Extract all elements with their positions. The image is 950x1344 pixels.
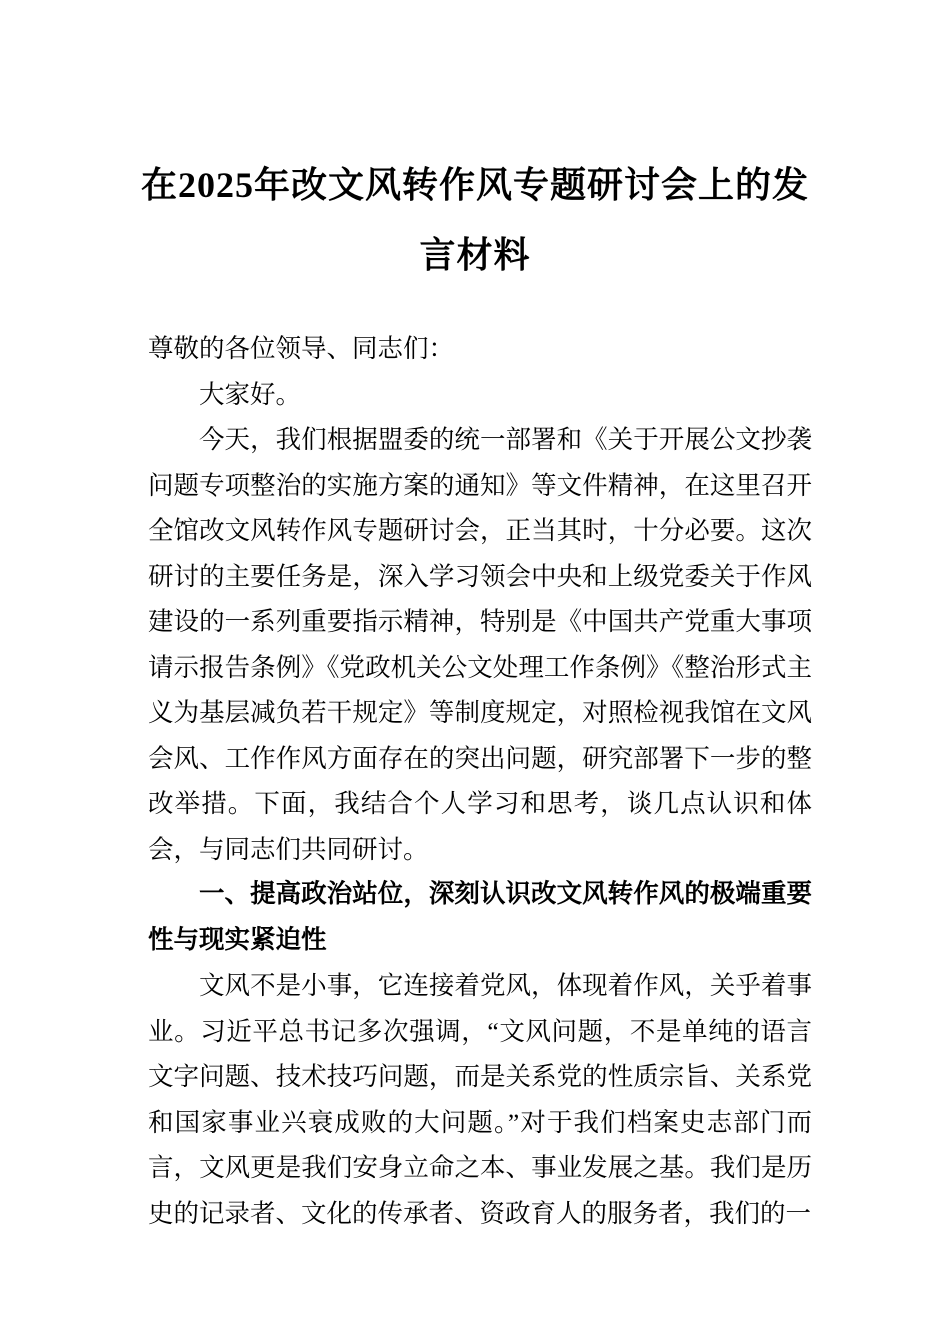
section-heading-1: 一、提高政治站位，深刻认识改文风转作风的极端重要性与现实紧迫性 — [148, 880, 812, 954]
document-body — [148, 326, 812, 1236]
title-line-1: 在2025年改文风转作风专题研讨会上的发 — [140, 165, 809, 205]
salutation-line: 尊敬的各位领导、同志们： — [148, 334, 455, 363]
document-title — [130, 150, 820, 290]
paragraph-section-1-body: 文风不是小事，它连接着党风，体现着作风，关乎着事业。习近平总书记多次强调，“文风问题，不是单纯的语言文字问题、技术技巧问题，而是关系党的性质宗旨、关系党和国家事业兴衰成败的大问题。”对于我们档案史志部门而言，文风更是我们安身立命之本、事业发展之基。我们是历史的记录者、文化的传承者、资政育人的服务者，我们的一 — [148, 971, 812, 1228]
title-line-2: 言材料 — [419, 235, 531, 275]
paragraph-greeting: 大家好。 — [199, 379, 302, 409]
paragraph-introduction: 今天，我们根据盟委的统一部署和《关于开展公文抄袭问题专项整治的实施方案的通知》等文件精神，在这里召开全馆改文风转作风专题研讨会，正当其时，十分必要。这次研讨的主要任务是，深入学习领会中央和上级党委关于作风建设的一系列重要指示精神，特别是《中国共产党重大事项请示报告条例》《党政机关公文处理工作条例》《整治形式主义为基层减负若干规定》等制度规定，对照检视我馆在文风会风、工作作风方面存在的突出问题，研究部署下一步的整改举措。下面，我结合个人学习和思考，谈几点认识和体会，与同志们共同研讨。 — [148, 425, 812, 864]
